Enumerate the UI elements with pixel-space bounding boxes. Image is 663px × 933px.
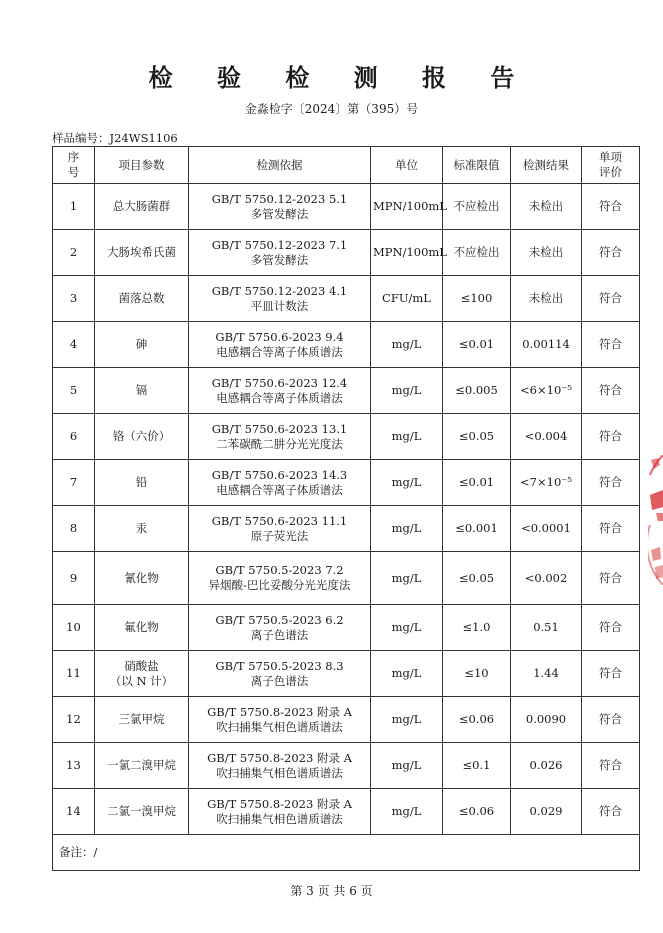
cell-item-text: 一氯二溴甲烷 — [107, 758, 176, 772]
cell-basis-text: 吹扫捕集气相色谱质谱法 — [216, 765, 343, 780]
report-title: 检 验 检 测 报 告 — [148, 63, 533, 92]
stamp-icon — [648, 455, 663, 585]
cell-basis — [189, 414, 371, 460]
cell-limit-text: ≤0.01 — [458, 337, 495, 351]
cell-basis-text: 电感耦合等离子体质谱法 — [216, 344, 343, 359]
cell-result-text: 0.029 — [529, 804, 563, 818]
cell-limit-text: ≤0.05 — [458, 429, 495, 443]
cell-result-text: 未检出 — [528, 245, 564, 259]
cell-basis-text: 平皿计数法 — [250, 298, 309, 313]
cell-basis — [189, 460, 371, 506]
cell-seq — [53, 414, 95, 460]
table-body — [53, 184, 640, 871]
cell-unit — [371, 506, 443, 552]
cell-limit-text: ≤100 — [460, 291, 493, 305]
cell-unit — [371, 651, 443, 697]
cell-item — [95, 276, 189, 322]
cell-basis — [189, 184, 371, 230]
cell-basis-text: GB/T 5750.5-2023 8.3 — [215, 658, 344, 673]
cell-unit-text: mg/L — [391, 758, 422, 772]
cell-basis-text: 吹扫捕集气相色谱质谱法 — [216, 719, 343, 734]
cell-unit — [371, 184, 447, 230]
cell-unit — [371, 230, 447, 276]
header-item: 项目参数 — [95, 147, 189, 184]
cell-item — [95, 552, 189, 605]
cell-item-text: 氰化物 — [124, 570, 159, 585]
cell-seq-text: 6 — [69, 429, 78, 443]
cell-limit — [443, 743, 511, 789]
page-number: 第 3 页 共 6 页 — [290, 884, 373, 898]
cell-limit-text: ≤0.001 — [455, 521, 498, 535]
cell-eval — [582, 368, 640, 414]
cell-seq-text: 8 — [69, 521, 78, 535]
cell-basis-text: GB/T 5750.6-2023 9.4 — [215, 329, 344, 344]
cell-eval-text: 符合 — [599, 337, 622, 351]
cell-result — [511, 276, 582, 322]
table-row — [53, 697, 640, 743]
cell-unit-text: mg/L — [391, 620, 422, 634]
cell-eval — [582, 276, 640, 322]
cell-basis-text: GB/T 5750.5-2023 7.2 — [215, 563, 344, 577]
cell-seq — [53, 651, 95, 697]
cell-limit-text: ≤0.1 — [462, 758, 491, 772]
cell-basis-text: GB/T 5750.5-2023 6.2 — [215, 612, 344, 627]
cell-limit — [443, 322, 511, 368]
cell-unit-text: mg/L — [391, 337, 422, 351]
header-line: 号 — [67, 165, 80, 179]
cell-basis-text: GB/T 5750.12-2023 4.1 — [211, 283, 348, 298]
cell-item-text: 铬（六价） — [112, 429, 171, 443]
cell-item — [95, 460, 189, 506]
cell-unit-text: mg/L — [391, 429, 422, 443]
cell-result — [511, 743, 582, 789]
cell-limit-text: 不应检出 — [453, 245, 500, 259]
cell-seq-text: 14 — [66, 804, 81, 818]
table-row — [53, 460, 640, 506]
cell-basis-text: 电感耦合等离子体质谱法 — [216, 390, 343, 405]
cell-limit-text: 不应检出 — [453, 199, 500, 213]
cell-unit — [371, 322, 443, 368]
cell-result — [511, 506, 582, 552]
cell-limit — [443, 506, 511, 552]
cell-basis — [189, 552, 371, 605]
cell-eval — [582, 414, 640, 460]
cell-eval — [582, 743, 640, 789]
cell-eval-text: 符合 — [599, 666, 622, 680]
cell-eval-text: 符合 — [599, 570, 622, 585]
cell-limit-text: ≤0.005 — [455, 383, 498, 397]
cell-basis — [189, 789, 371, 835]
cell-unit-text: mg/L — [391, 712, 422, 726]
table-row — [53, 651, 640, 697]
cell-limit — [443, 651, 511, 697]
table-row — [53, 276, 640, 322]
cell-basis-text: GB/T 5750.6-2023 12.4 — [211, 375, 348, 390]
cell-eval — [582, 605, 640, 651]
report-number: 金淼检字〔2024〕第（395）号 — [244, 102, 419, 116]
cell-unit-text: mg/L — [391, 475, 422, 489]
cell-limit — [443, 414, 511, 460]
cell-result — [511, 230, 582, 276]
table-row — [53, 414, 640, 460]
cell-basis-text: 吹扫捕集气相色谱质谱法 — [216, 811, 343, 826]
cell-eval — [582, 460, 640, 506]
cell-result-text: <6×10⁻⁵ — [520, 383, 572, 397]
cell-basis — [189, 605, 371, 651]
cell-unit — [371, 605, 443, 651]
cell-item-text: 镉 — [135, 383, 148, 397]
cell-basis-text: 异烟酸-巴比妥酸分光光度法 — [208, 578, 351, 592]
cell-result-text: <7×10⁻⁵ — [520, 475, 572, 489]
cell-result-text: 0.0090 — [525, 712, 567, 726]
cell-unit — [371, 697, 443, 743]
cell-eval-text: 符合 — [599, 291, 622, 305]
cell-basis-text: 离子色谱法 — [250, 673, 309, 688]
cell-eval — [582, 789, 640, 835]
cell-seq-text: 2 — [69, 245, 78, 259]
cell-unit — [371, 460, 443, 506]
cell-eval-text: 符合 — [599, 245, 622, 259]
table-row — [53, 368, 640, 414]
cell-limit-text: ≤0.06 — [458, 712, 495, 726]
cell-result — [511, 414, 582, 460]
header-limit: 标准限值 — [443, 147, 511, 184]
cell-unit-text: MPN/100mL — [373, 245, 447, 259]
cell-limit — [443, 605, 511, 651]
sample-number: 样品编号：J24WS1106 — [52, 131, 178, 145]
cell-seq — [53, 605, 95, 651]
cell-basis — [189, 506, 371, 552]
cell-basis — [189, 651, 371, 697]
cell-seq-text: 10 — [66, 620, 81, 634]
cell-basis-text: GB/T 5750.6-2023 14.3 — [211, 467, 348, 482]
cell-seq-text: 12 — [66, 712, 81, 726]
cell-item — [95, 697, 189, 743]
cell-seq — [53, 230, 95, 276]
cell-seq — [53, 276, 95, 322]
results-table — [52, 146, 640, 871]
cell-limit-text: ≤0.05 — [458, 570, 495, 585]
table-row — [53, 230, 640, 276]
cell-limit — [443, 276, 511, 322]
cell-basis-text: GB/T 5750.6-2023 13.1 — [211, 421, 348, 436]
cell-unit-text: mg/L — [391, 383, 422, 397]
cell-eval-text: 符合 — [599, 429, 622, 443]
header-line: 评价 — [599, 165, 622, 179]
header-line: 序 — [67, 150, 80, 164]
cell-basis-text: 多管发酵法 — [250, 252, 309, 267]
header-eval — [582, 147, 640, 184]
cell-limit — [443, 460, 511, 506]
cell-eval — [582, 651, 640, 697]
cell-seq — [53, 460, 95, 506]
remark-text: 备注：/ — [53, 835, 640, 871]
cell-basis-text: 原子荧光法 — [250, 528, 309, 543]
cell-basis — [189, 368, 371, 414]
table-row — [53, 789, 640, 835]
cell-unit-text: mg/L — [391, 804, 422, 818]
cell-limit — [443, 789, 511, 835]
cell-unit-text: mg/L — [391, 570, 422, 585]
cell-result-text: <0.0001 — [521, 521, 571, 535]
cell-item — [95, 743, 189, 789]
cell-limit-text: ≤10 — [464, 666, 489, 680]
cell-basis — [189, 743, 371, 789]
cell-unit — [371, 414, 443, 460]
cell-basis-text: GB/T 5750.8-2023 附录 A — [207, 704, 352, 719]
cell-seq — [53, 184, 95, 230]
cell-eval-text: 符合 — [599, 383, 622, 397]
cell-basis-text: 二苯碳酰二肼分光光度法 — [216, 436, 343, 451]
cell-eval — [582, 322, 640, 368]
cell-limit — [443, 184, 511, 230]
cell-item — [95, 230, 189, 276]
cell-eval-text: 符合 — [599, 521, 622, 535]
table-header-row — [53, 147, 640, 184]
table-row — [53, 322, 640, 368]
cell-result-text: <0.004 — [524, 429, 568, 443]
cell-unit — [371, 743, 443, 789]
cell-unit-text: mg/L — [391, 666, 422, 680]
cell-limit-text: ≤1.0 — [462, 620, 491, 634]
cell-result-text: 0.51 — [533, 620, 559, 634]
cell-item — [95, 789, 189, 835]
cell-seq-text: 11 — [66, 666, 81, 680]
cell-result-text: 0.026 — [529, 758, 563, 772]
cell-item-text: 三氯甲烷 — [118, 712, 165, 726]
cell-seq — [53, 697, 95, 743]
cell-basis — [189, 322, 371, 368]
cell-item — [95, 605, 189, 651]
cell-unit — [371, 276, 443, 322]
cell-item-text: 菌落总数 — [118, 291, 165, 305]
cell-unit — [371, 368, 443, 414]
cell-result-text: 1.44 — [533, 666, 559, 680]
cell-item — [95, 184, 189, 230]
cell-seq — [53, 552, 95, 605]
cell-result-text: 0.00114 — [522, 337, 570, 351]
cell-item — [95, 368, 189, 414]
cell-item — [95, 322, 189, 368]
cell-basis-text: GB/T 5750.8-2023 附录 A — [207, 750, 352, 765]
cell-eval — [582, 552, 640, 605]
cell-item-text: （以 N 计） — [109, 673, 174, 688]
cell-eval-text: 符合 — [599, 620, 622, 634]
cell-eval-text: 符合 — [599, 758, 622, 772]
table-row — [53, 506, 640, 552]
cell-basis — [189, 230, 371, 276]
table-row — [53, 552, 640, 605]
cell-item-text: 砷 — [135, 337, 148, 351]
cell-limit-text: ≤0.06 — [458, 804, 495, 818]
cell-limit — [443, 368, 511, 414]
cell-basis — [189, 276, 371, 322]
cell-seq-text: 13 — [66, 758, 81, 772]
cell-result — [511, 460, 582, 506]
cell-unit-text: mg/L — [391, 521, 422, 535]
cell-result — [511, 184, 582, 230]
cell-result-text: 未检出 — [528, 291, 564, 305]
cell-result — [511, 697, 582, 743]
cell-eval-text: 符合 — [599, 804, 622, 818]
cell-item-text: 总大肠菌群 — [112, 199, 171, 213]
cell-item — [95, 414, 189, 460]
cell-seq — [53, 789, 95, 835]
cell-item-text: 氟化物 — [124, 620, 159, 634]
cell-seq — [53, 506, 95, 552]
cell-result — [511, 368, 582, 414]
cell-item-text: 铅 — [135, 475, 148, 489]
cell-item-text: 硝酸盐 — [124, 658, 159, 673]
cell-limit — [443, 552, 511, 605]
cell-eval-text: 符合 — [599, 712, 622, 726]
header-seq — [53, 147, 95, 184]
cell-seq — [53, 743, 95, 789]
cell-basis-text: 电感耦合等离子体质谱法 — [216, 482, 343, 497]
table-row — [53, 184, 640, 230]
cell-eval — [582, 184, 640, 230]
cell-basis-text: GB/T 5750.12-2023 7.1 — [211, 237, 348, 252]
cell-result — [511, 651, 582, 697]
cell-result-text: 未检出 — [528, 199, 564, 213]
cell-item-text: 汞 — [135, 521, 148, 535]
cell-item-text: 大肠埃希氏菌 — [107, 245, 176, 259]
cell-basis-text: GB/T 5750.8-2023 附录 A — [207, 796, 352, 811]
header-unit: 单位 — [371, 147, 443, 184]
cell-seq-text: 1 — [69, 199, 78, 213]
cell-eval-text: 符合 — [599, 199, 622, 213]
cell-result — [511, 789, 582, 835]
cell-result-text: <0.002 — [524, 570, 568, 585]
cell-seq — [53, 368, 95, 414]
cell-eval-text: 符合 — [599, 475, 622, 489]
cell-eval — [582, 506, 640, 552]
cell-item-text: 二氯一溴甲烷 — [107, 804, 176, 818]
cell-limit — [443, 230, 511, 276]
table-row — [53, 605, 640, 651]
cell-basis-text: GB/T 5750.6-2023 11.1 — [211, 513, 348, 528]
cell-unit-text: MPN/100mL — [373, 199, 447, 213]
cell-basis-text: 离子色谱法 — [250, 627, 309, 642]
cell-unit-text: CFU/mL — [382, 291, 431, 305]
cell-result — [511, 605, 582, 651]
cell-item — [95, 506, 189, 552]
cell-eval — [582, 697, 640, 743]
cell-seq — [53, 322, 95, 368]
cell-limit — [443, 697, 511, 743]
cell-item — [95, 651, 189, 697]
header-result: 检测结果 — [511, 147, 582, 184]
cell-unit — [371, 789, 443, 835]
header-line: 单项 — [599, 150, 622, 164]
header-basis: 检测依据 — [189, 147, 371, 184]
cell-seq-text: 3 — [69, 291, 78, 305]
cell-seq-text: 4 — [69, 337, 78, 351]
cell-basis-text: GB/T 5750.12-2023 5.1 — [211, 191, 348, 206]
table-row — [53, 743, 640, 789]
cell-result — [511, 552, 582, 605]
remark-row — [53, 835, 640, 871]
cell-seq-text: 7 — [69, 475, 78, 489]
cell-result — [511, 322, 582, 368]
cell-seq-text: 9 — [69, 570, 78, 585]
cell-eval — [582, 230, 640, 276]
cell-unit — [371, 552, 443, 605]
cell-basis — [189, 697, 371, 743]
cell-seq-text: 5 — [69, 383, 78, 397]
cell-basis-text: 多管发酵法 — [250, 206, 309, 221]
cell-limit-text: ≤0.01 — [458, 475, 495, 489]
